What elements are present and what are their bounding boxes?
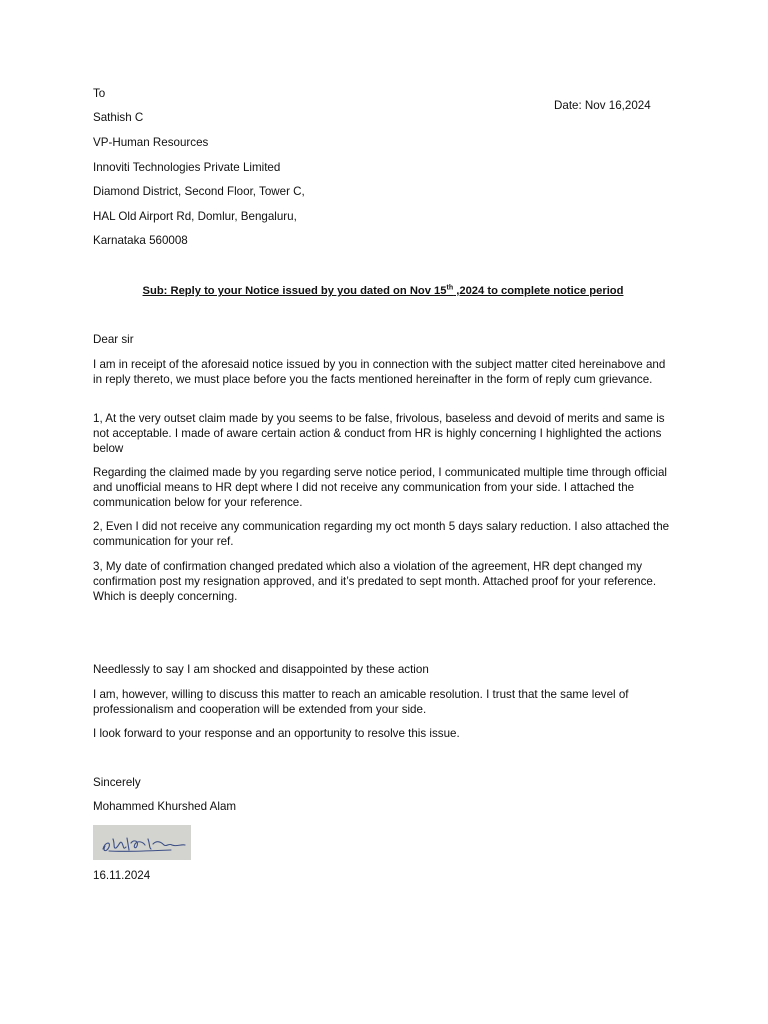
subject-suffix: ,2024 to complete notice period — [453, 285, 624, 297]
sender-name: Mohammed Khurshed Alam — [93, 800, 237, 813]
recipient-company: Innoviti Technologies Private Limited — [93, 161, 281, 174]
subject-line — [93, 284, 673, 299]
to-label: To — [93, 87, 106, 100]
paragraph-resolution: I am, however, willing to discuss this matter to reach an amicable resolution. I trust that the same level of professionalism and cooperation will be extended from your side. — [93, 688, 629, 716]
paragraph-intro: I am in receipt of the aforesaid notice issued by you in connection with the subject matter cited hereinabove and in reply thereto, we must place before you the facts mentioned hereinafter in the form of reply cum grievance. — [93, 358, 666, 386]
signature-image — [93, 825, 191, 860]
letter-date: Date: Nov 16,2024 — [554, 98, 651, 112]
recipient-address-line3: Karnataka 560008 — [93, 234, 188, 247]
paragraph-notice-period: Regarding the claimed made by you regarding serve notice period, I communicated multiple time through official and unofficial means to HR dept where I did not receive any communication from your side. I attached the communication below for your reference. — [93, 466, 667, 509]
recipient-address-line1: Diamond District, Second Floor, Tower C, — [93, 185, 305, 198]
signature-scribble — [93, 825, 191, 860]
recipient-title: VP-Human Resources — [93, 136, 209, 149]
recipient-name: Sathish C — [93, 111, 144, 124]
sign-date: 16.11.2024 — [93, 869, 151, 882]
closing: Sincerely — [93, 776, 141, 789]
subject-prefix: Sub: Reply to your Notice issued by you dated on Nov 15 — [142, 285, 447, 297]
recipient-address-line2: HAL Old Airport Rd, Domlur, Bengaluru, — [93, 210, 297, 223]
salutation: Dear sir — [93, 333, 134, 346]
paragraph-point-1: 1, At the very outset claim made by you seems to be false, frivolous, baseless and devoid of merits and same is not acceptable. I made of aware certain action & conduct from HR is highly concerning I highlighted the actions below — [93, 412, 665, 455]
paragraph-look-forward: I look forward to your response and an opportunity to resolve this issue. — [93, 727, 460, 740]
paragraph-point-3: 3, My date of confirmation changed predated which also a violation of the agreement, HR dept changed my confirmation post my resignation approved, and it’s predated to sept month. Attached proof for your reference. Which is deeply concerning. — [93, 560, 657, 603]
paragraph-point-2: 2, Even I did not receive any communication regarding my oct month 5 days salary reduction. I also attached the communication for your ref. — [93, 520, 670, 548]
letter-page — [93, 0, 673, 1024]
paragraph-shocked: Needlessly to say I am shocked and disappointed by these action — [93, 663, 429, 676]
subject-superscript: th — [446, 284, 454, 292]
